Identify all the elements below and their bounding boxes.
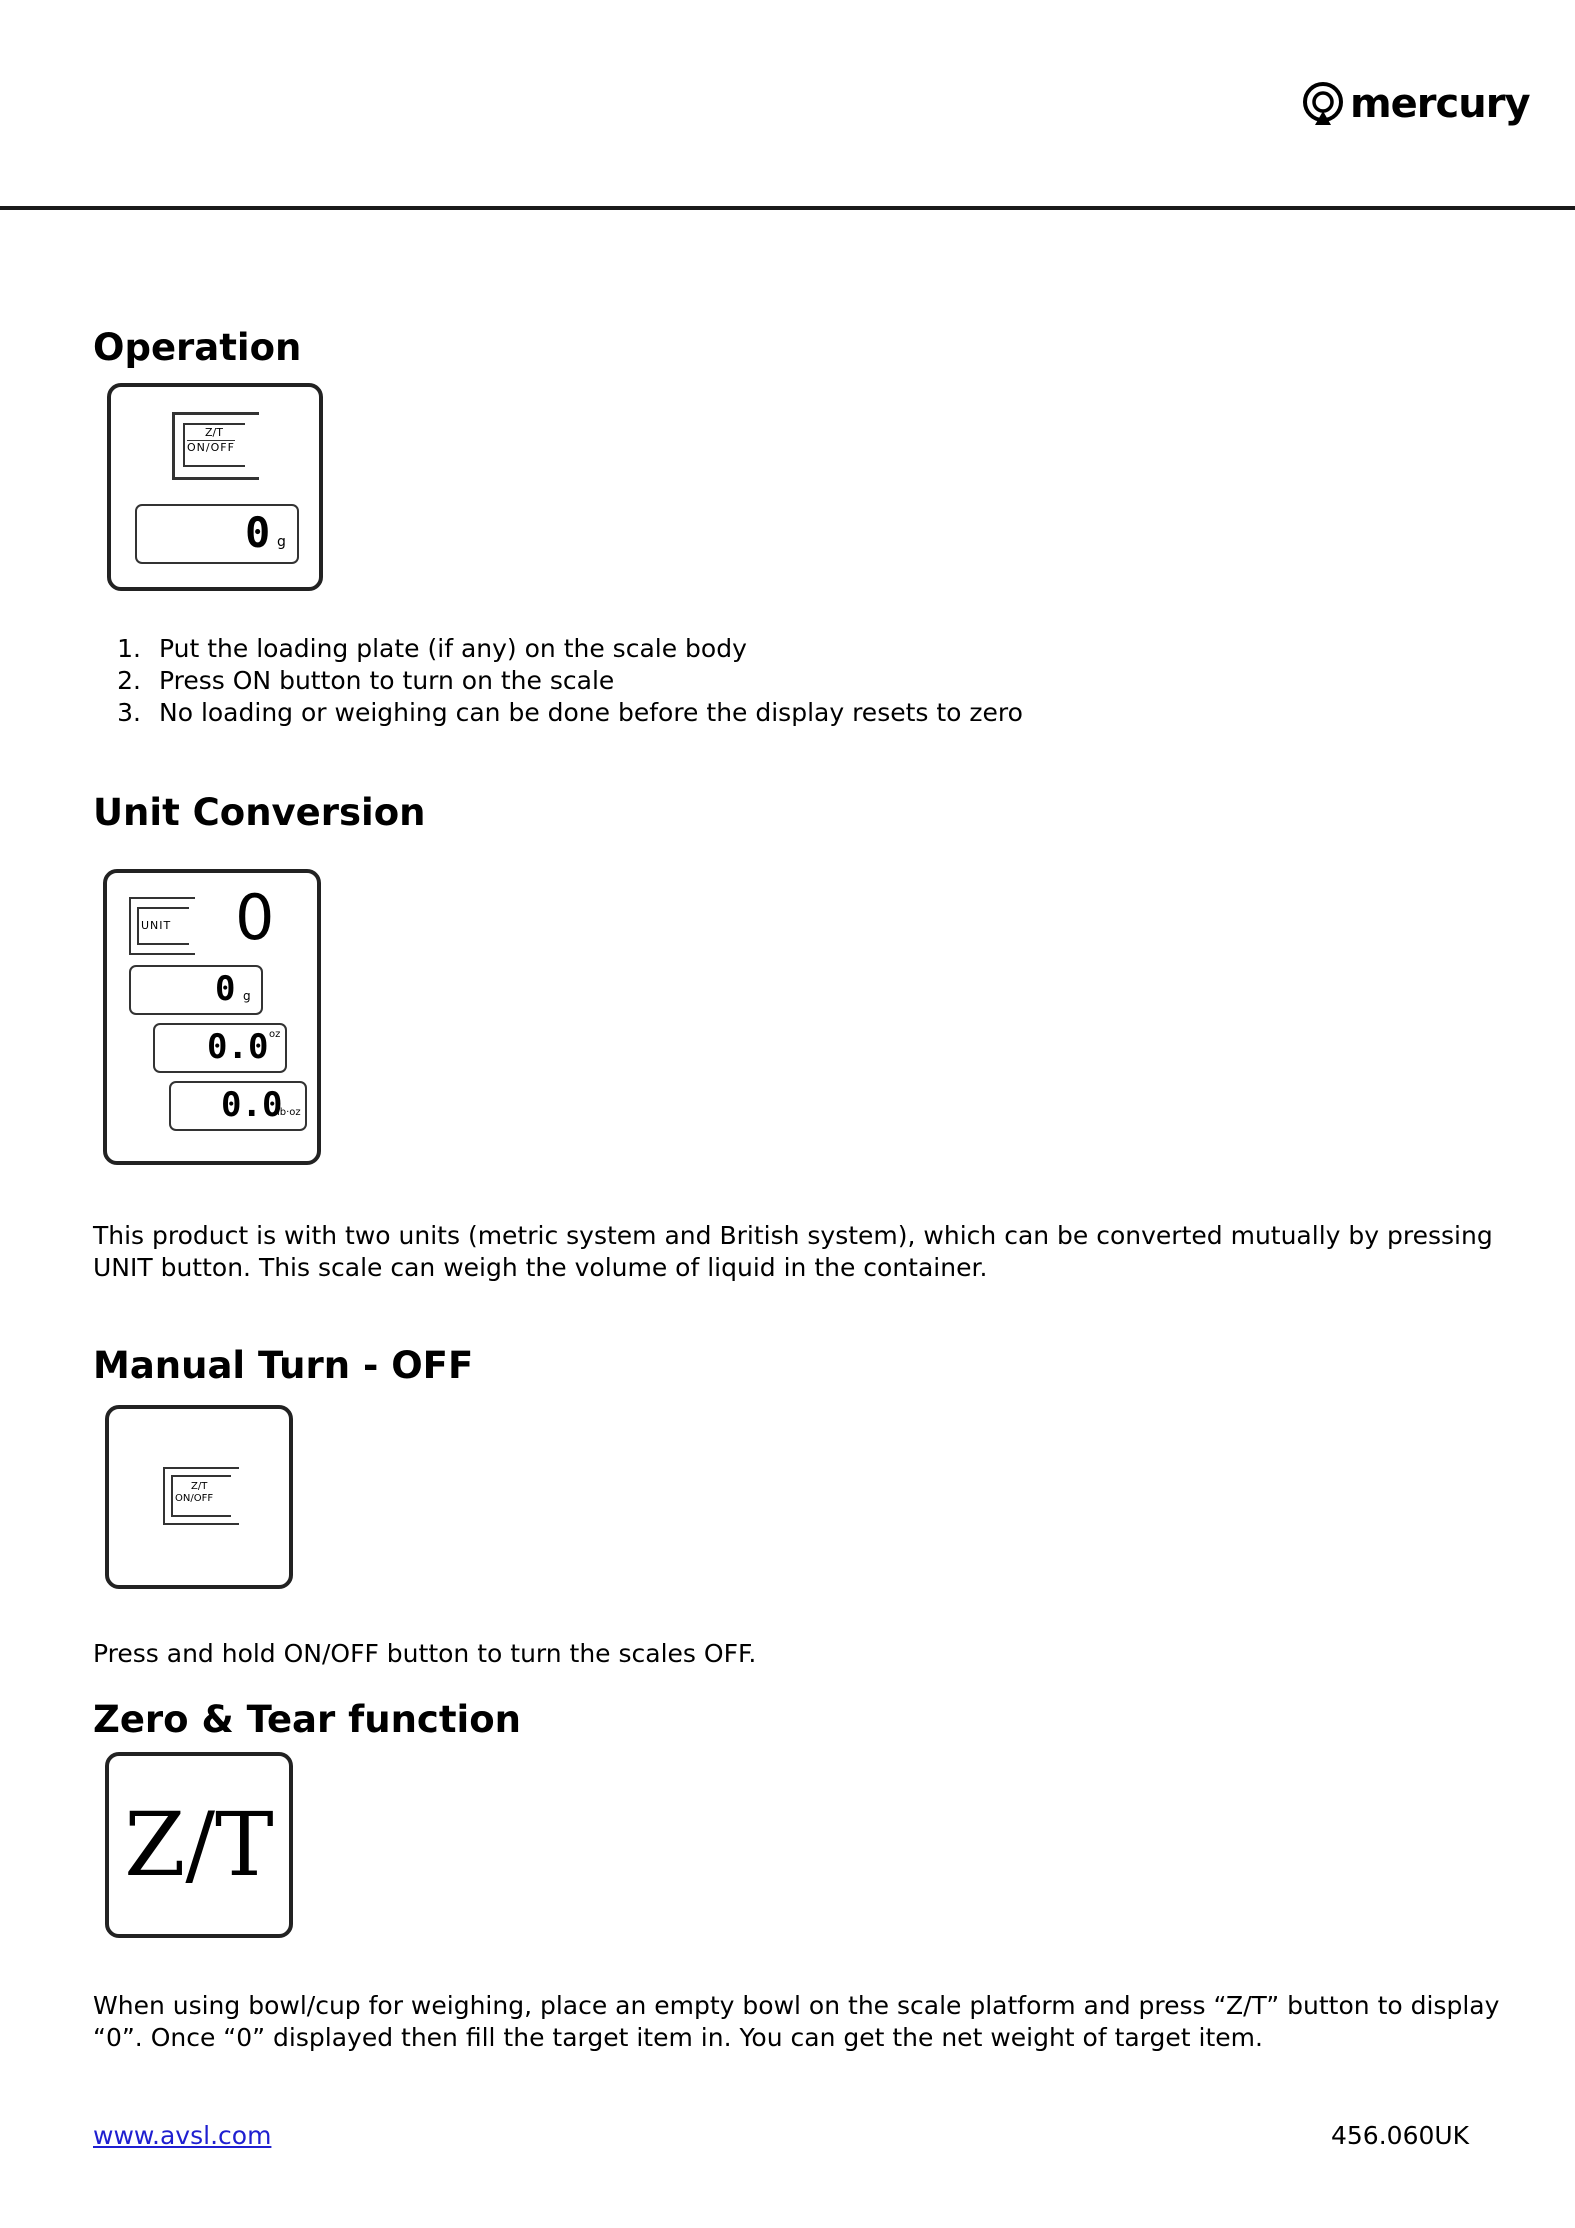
unit-button [129,897,195,955]
zt-onoff-button [172,412,259,480]
zt-label: Z/T [205,426,223,439]
list-item: 2. Press ON button to turn on the scale [117,666,615,695]
big-zero: 0 [235,881,275,954]
heading-zero-tear: Zero & Tear function [93,1698,521,1741]
list-item: 3. No loading or weighing can be done before the display resets to zero [117,698,1023,727]
operation-steps-list [93,633,1023,729]
zt-label: Z/T [191,1481,208,1492]
lcd-row-g: 0 g [129,965,263,1015]
mercury-logo-icon [1300,81,1346,127]
lcd-value: 0 [245,508,271,557]
header-rule [0,206,1575,210]
unit-conversion-scale-illustration [103,869,321,1165]
zt-big-label: Z/T [124,1793,274,1896]
unit-label: UNIT [141,919,172,932]
lcd-row-oz: 0.0 oz [153,1023,287,1073]
zt-button-illustration [105,1752,293,1938]
operation-scale-illustration [107,383,323,591]
footer-product-code: 456.060UK [1331,2121,1470,2150]
list-item: 1. Put the loading plate (if any) on the scale body [117,634,747,663]
onoff-label: ON/OFF [187,441,235,454]
footer-website-link[interactable]: www.avsl.com [93,2121,272,2150]
heading-operation: Operation [93,326,302,369]
onoff-label: ON/OFF [175,1493,214,1504]
lcd-unit: g [277,534,286,550]
operation-lcd-display [135,504,299,564]
manual-off-text: Press and hold ON/OFF button to turn the scales OFF. [93,1639,757,1668]
brand-logo [1300,78,1530,130]
brand-name: mercury [1350,81,1530,127]
unit-conversion-text: This product is with two units (metric system and British system), which can be converted mutually by pressing UNIT button. This scale can weigh the volume of liquid in the container. [93,1221,1493,1282]
manual-off-button-illustration [105,1405,293,1589]
heading-manual-off: Manual Turn - OFF [93,1344,474,1387]
zero-tear-text: When using bowl/cup for weighing, place an empty bowl on the scale platform and press “Z/T” button to display “0”. Once “0” displayed then fill the target item in. You can get the net weight of target item. [93,1991,1500,2052]
lcd-row-lboz: 0.0 lb·oz [169,1081,307,1131]
heading-unit-conversion: Unit Conversion [93,791,426,834]
